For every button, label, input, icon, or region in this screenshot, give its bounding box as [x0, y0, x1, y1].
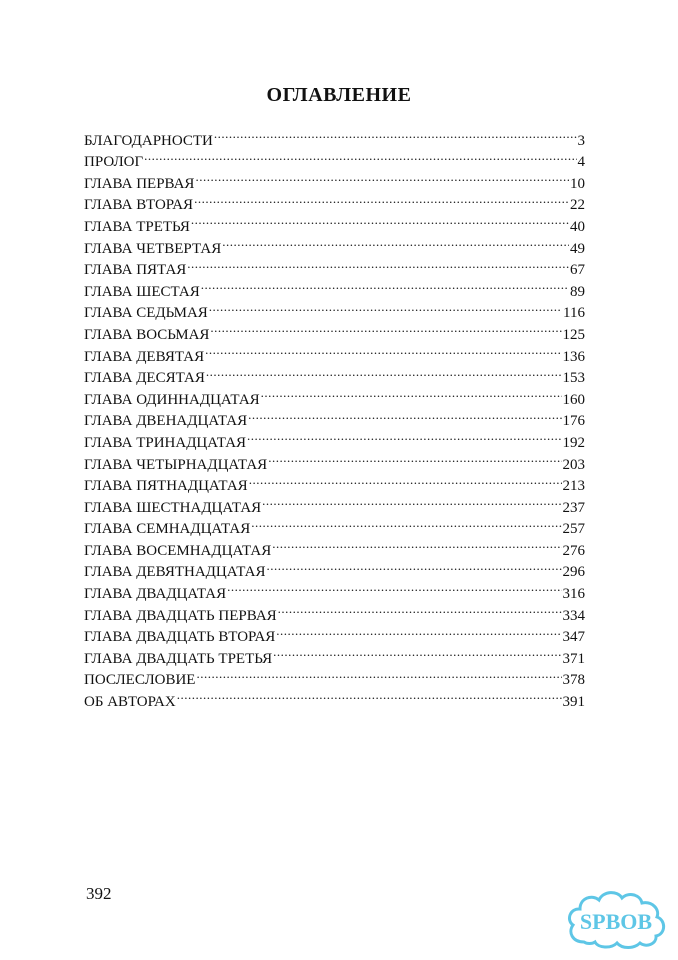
toc-entry-page: 371 [562, 650, 585, 667]
toc-entry-page: 176 [562, 413, 585, 430]
toc-dot-leader [278, 598, 562, 620]
toc-dot-leader [209, 296, 562, 318]
toc-entry-page: 153 [562, 370, 585, 387]
toc-entry-page: 213 [562, 478, 585, 495]
toc-entry-page: 237 [562, 499, 585, 516]
toc-dot-leader [195, 166, 569, 188]
toc-dot-leader [191, 209, 569, 231]
toc-entry-page: 89 [570, 283, 585, 300]
toc-entry-label: ОБ АВТОРАХ [84, 694, 176, 711]
toc-dot-leader [273, 641, 561, 663]
toc-entry-label: БЛАГОДАРНОСТИ [84, 132, 213, 149]
toc-entry-label: ГЛАВА ПЕРВАЯ [84, 175, 195, 192]
toc-entry-page: 136 [562, 348, 585, 365]
watermark-text: SPBOB [579, 909, 653, 934]
toc-entry-page: 67 [570, 262, 585, 279]
toc-entry-page: 125 [562, 326, 585, 343]
toc-entry-page: 378 [562, 672, 585, 689]
toc-entry-label: ГЛАВА ДЕСЯТАЯ [84, 370, 205, 387]
toc-entry-label: ГЛАВА ПЯТНАДЦАТАЯ [84, 478, 248, 495]
toc-dot-leader [251, 512, 561, 534]
toc-entry-label: ГЛАВА ПЯТАЯ [84, 262, 187, 279]
toc-dot-leader [272, 533, 561, 555]
toc-entry-page: 316 [562, 586, 585, 603]
toc-dot-leader [268, 447, 561, 469]
toc-entry-page: 203 [562, 456, 585, 473]
toc-entry [84, 166, 585, 192]
toc-dot-leader [248, 404, 561, 426]
toc-dot-leader [144, 145, 576, 167]
toc-dot-leader [206, 361, 562, 383]
toc-dot-leader [205, 339, 561, 361]
toc-dot-leader [210, 317, 561, 339]
toc-entry-label: ГЛАВА ДВАДЦАТЬ ВТОРАЯ [84, 629, 276, 646]
toc-entry-page: 116 [563, 305, 585, 322]
toc-entry-label: ГЛАВА ЧЕТВЕРТАЯ [84, 240, 222, 257]
toc-dot-leader [201, 274, 569, 296]
toc-entry-label: ГЛАВА ЧЕТЫРНАДЦАТАЯ [84, 456, 268, 473]
toc-entry-label: ПОСЛЕСЛОВИЕ [84, 672, 196, 689]
toc-entry [84, 123, 585, 149]
toc-entry-label: ГЛАВА ТРИНАДЦАТАЯ [84, 434, 247, 451]
toc-dot-leader [227, 576, 561, 598]
toc-dot-leader [261, 382, 562, 404]
toc-entry-page: 296 [562, 564, 585, 581]
toc-entry-label: ГЛАВА ДВАДЦАТЬ ТРЕТЬЯ [84, 650, 273, 667]
toc-entry-label: ГЛАВА ДВАДЦАТАЯ [84, 586, 227, 603]
toc-entry-label: ПРОЛОГ [84, 154, 144, 171]
toc-dot-leader [247, 425, 561, 447]
toc-entry-page: 160 [562, 391, 585, 408]
toc-dot-leader [187, 253, 569, 275]
toc-entry-label: ГЛАВА ШЕСТАЯ [84, 283, 200, 300]
toc-entry-page: 334 [562, 607, 585, 624]
toc-dot-leader [276, 620, 561, 642]
toc-entry-page: 347 [562, 629, 585, 646]
toc-entry-label: ГЛАВА ШЕСТНАДЦАТАЯ [84, 499, 262, 516]
toc-dot-leader [222, 231, 569, 253]
toc-entry-page: 10 [570, 175, 585, 192]
toc-dot-leader [249, 469, 562, 491]
toc-list [84, 123, 585, 711]
toc-entry-label: ГЛАВА ВОСЬМАЯ [84, 326, 210, 343]
toc-dot-leader [196, 663, 561, 685]
toc-entry [84, 145, 585, 171]
toc-entry-label: ГЛАВА ДЕВЯТАЯ [84, 348, 205, 365]
toc-entry-label: ГЛАВА ДВЕНАДЦАТАЯ [84, 413, 248, 430]
toc-entry-label: ГЛАВА СЕДЬМАЯ [84, 305, 208, 322]
toc-entry-label: ГЛАВА СЕМНАДЦАТАЯ [84, 521, 251, 538]
toc-entry-page: 40 [570, 218, 585, 235]
toc-entry-page: 4 [577, 154, 585, 171]
toc-entry-page: 3 [577, 132, 585, 149]
toc-dot-leader [267, 555, 562, 577]
toc-entry-label: ГЛАВА ВОСЕМНАДЦАТАЯ [84, 542, 272, 559]
toc-title: ОГЛАВЛЕНИЕ [266, 84, 412, 106]
toc-dot-leader [262, 490, 561, 512]
cloud-icon [562, 884, 672, 954]
toc-entry-label: ГЛАВА ДЕВЯТНАДЦАТАЯ [84, 564, 266, 581]
toc-entry-page: 192 [562, 434, 585, 451]
toc-entry-label: ГЛАВА ОДИННАДЦАТАЯ [84, 391, 260, 408]
toc-entry-label: ГЛАВА ДВАДЦАТЬ ПЕРВАЯ [84, 607, 277, 624]
toc-entry-page: 22 [570, 197, 585, 214]
toc-entry-page: 257 [562, 521, 585, 538]
toc-dot-leader [194, 188, 569, 210]
watermark-logo [562, 884, 672, 954]
toc-dot-leader [177, 684, 562, 706]
toc-entry-page: 391 [562, 694, 585, 711]
page-number: 392 [86, 884, 112, 903]
toc-entry-label: ГЛАВА ВТОРАЯ [84, 197, 194, 214]
toc-entry-page: 49 [570, 240, 585, 257]
toc-entry-label: ГЛАВА ТРЕТЬЯ [84, 218, 190, 235]
toc-dot-leader [214, 123, 577, 145]
toc-entry-page: 276 [562, 542, 585, 559]
